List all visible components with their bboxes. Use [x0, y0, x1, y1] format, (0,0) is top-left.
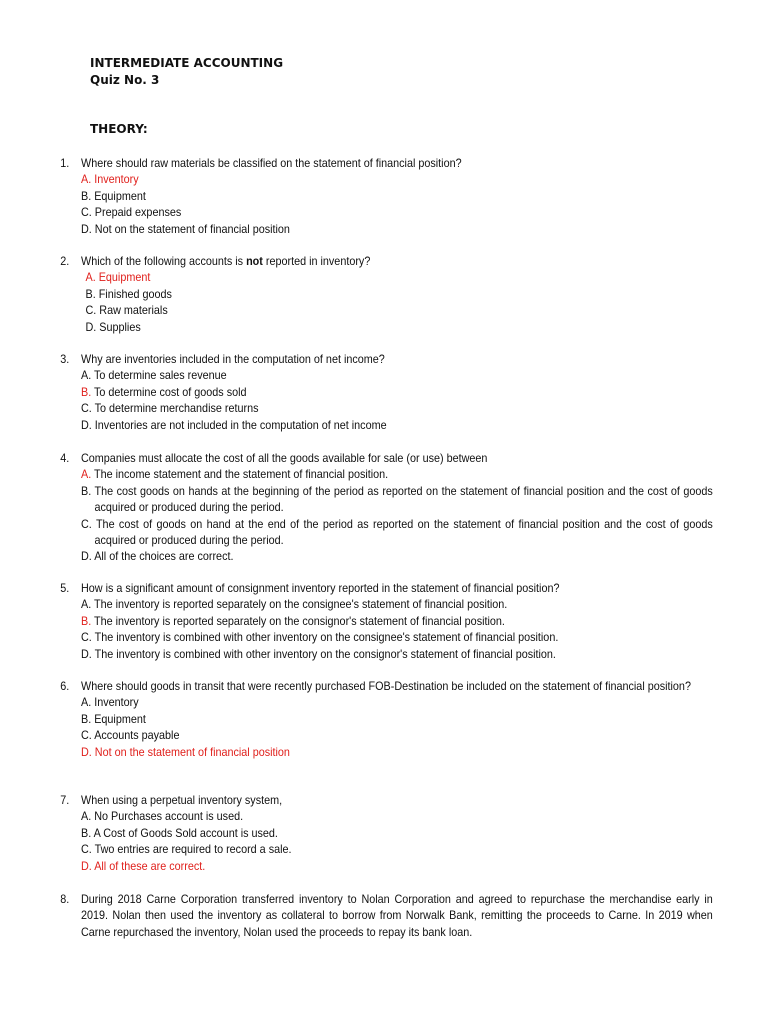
answer-letter: B.: [81, 613, 92, 628]
question-number: 4.: [60, 451, 70, 465]
question-number: 5.: [60, 581, 70, 595]
question-text: Which of the following accounts is not reported in inventory?: [81, 254, 371, 268]
question-text: Where should goods in transit that were recently purchased FOB-Destination be included on the statement of financial position?: [81, 679, 691, 693]
question-text: During 2018 Carne Corporation transferred inventory to Nolan Corporation and agreed to repurchase the merchandise early in 2019. Nolan then used the inventory as collateral to borrow from Norwalk Bank, remitting the proceeds to Carne. In 2019 when Carne repurchased the inventory, Nolan used the proceeds to repay its bank loan.: [81, 892, 713, 939]
choice-a: A. Inventory: [81, 695, 139, 710]
question-text: Why are inventories included in the computation of net income?: [81, 352, 385, 366]
choice-d: D. Not on the statement of financial position: [81, 221, 290, 236]
choice-b: B. The cost goods on hands at the beginning of the period as reported on the statement of financial position and the cost of goods acquired or produced during the period.: [81, 483, 713, 515]
choice-a-answer: A. The income statement and the statement of financial position.: [81, 467, 389, 482]
question-text: When using a perpetual inventory system,: [81, 793, 283, 807]
choice-d-answer: D. Not on the statement of financial position: [81, 744, 290, 759]
question-text: How is a significant amount of consignment inventory reported in the statement of financial position?: [81, 581, 560, 595]
question-number: 3.: [60, 352, 70, 366]
choice-b: B. Equipment: [81, 711, 146, 726]
choice-d: D. Inventories are not included in the computation of net income: [81, 417, 387, 432]
choice-d: D. The inventory is combined with other inventory on the consignor's statement of financial position.: [81, 646, 556, 661]
question-number: 7.: [60, 793, 70, 807]
question-number: 6.: [60, 679, 70, 693]
choice-c: C. Prepaid expenses: [81, 205, 182, 220]
quiz-header: [90, 55, 283, 89]
emphasis-not: not: [246, 254, 263, 268]
choice-d: D. All of the choices are correct.: [81, 549, 234, 564]
choice-c: C. Raw materials: [85, 303, 168, 318]
choice-a: A. The inventory is reported separately on the consignee's statement of financial position.: [81, 597, 508, 612]
choice-a-answer: A. Equipment: [85, 270, 151, 285]
question-number: 1.: [60, 156, 70, 170]
choice-c: C. The cost of goods on hand at the end of the period as reported on the statement of financial position and the cost of goods acquired or produced during the period.: [81, 516, 713, 548]
answer-letter: B.: [81, 384, 92, 399]
choice-d: D. Supplies: [85, 319, 141, 334]
section-heading: THEORY:: [90, 122, 148, 136]
choice-b: B. Equipment: [81, 188, 146, 203]
question-text: Companies must allocate the cost of all the goods available for sale (or use) between: [81, 451, 488, 465]
question-text: Where should raw materials be classified on the statement of financial position?: [81, 156, 462, 170]
question-number: 8.: [60, 892, 70, 906]
choice-a-answer: A. Inventory: [81, 172, 139, 187]
choice-b-answer: B. The inventory is reported separately on the consignor's statement of financial position.: [81, 613, 505, 628]
choice-b: B. A Cost of Goods Sold account is used.: [81, 825, 278, 840]
choice-a: A. To determine sales revenue: [81, 368, 227, 383]
question-number: 2.: [60, 254, 70, 268]
answer-letter: A.: [81, 467, 92, 482]
choice-b: B. Finished goods: [85, 286, 172, 301]
quiz-number: Quiz No. 3: [90, 73, 160, 87]
course-title: INTERMEDIATE ACCOUNTING: [90, 56, 284, 70]
choice-a: A. No Purchases account is used.: [81, 809, 244, 824]
choice-c: C. Accounts payable: [81, 728, 180, 743]
choice-b-answer: B. To determine cost of goods sold: [81, 384, 247, 399]
choice-c: C. The inventory is combined with other inventory on the consignee's statement of financial position.: [81, 630, 559, 645]
choice-d-answer: D. All of these are correct.: [81, 858, 206, 873]
choice-c: C. To determine merchandise returns: [81, 401, 259, 416]
choice-c: C. Two entries are required to record a sale.: [81, 842, 292, 857]
